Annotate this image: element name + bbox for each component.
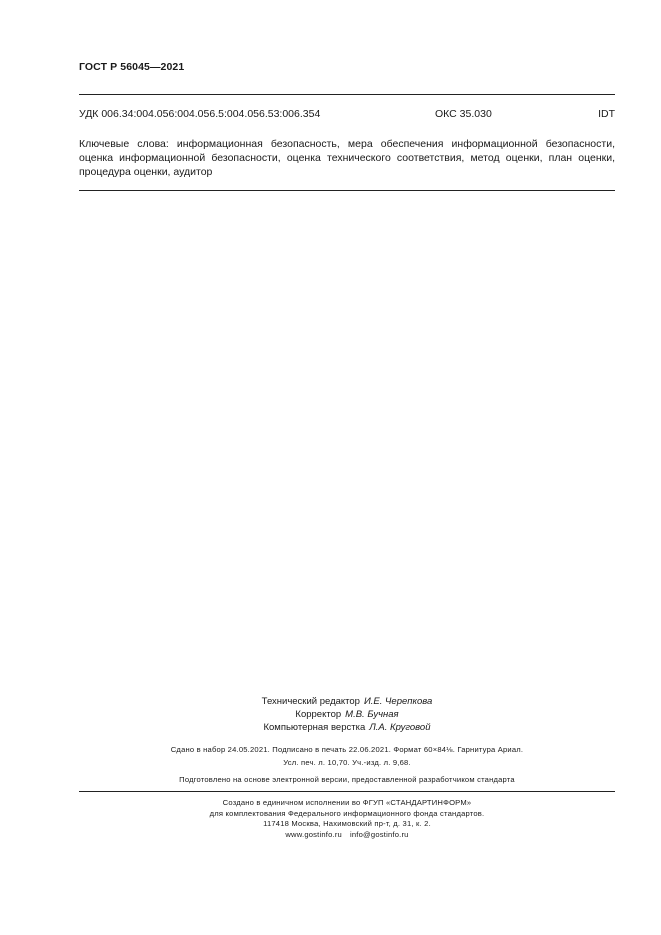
credit-role: Компьютерная верстка [263,722,366,733]
credit-role: Технический редактор [261,696,360,707]
credit-person: Л.А. Круговой [369,722,431,733]
print-info-line: Сдано в набор 24.05.2021. Подписано в печать 22.06.2021. Формат 60×84⅛. Гарнитура Ариал. [170,745,524,754]
credit-line [79,695,615,708]
print-info-line: Усл. печ. л. 10,70. Уч.-изд. л. 9,68. [283,758,411,767]
top-divider [79,94,615,95]
credits-block [79,695,615,734]
print-info [79,743,615,769]
publisher-contacts [79,830,615,841]
publisher-divider [79,791,615,792]
publisher-block [79,798,615,840]
prepared-note: Подготовлено на основе электронной версии, предоставленной разработчиком стандарта [179,775,515,784]
keywords-paragraph: Ключевые слова: информационная безопасность, мера обеспечения информационной безопасности, оценка информационной безопасности, оценка технического соответствия, метод оценки, план оценки, процедура оценки, аудитор [79,138,615,178]
credit-line [79,708,615,721]
credit-person: И.Е. Черепкова [363,696,433,707]
credit-person: М.В. Бучная [345,709,399,720]
oks-code: ОКС 35.030 [435,108,492,120]
publisher-line: Создано в единичном исполнении во ФГУП «СТАНДАРТИНФОРМ» [222,798,472,807]
idt-marker: IDT [598,108,615,120]
keywords-divider [79,190,615,191]
publisher-line: для комплектования Федерального информационного фонда стандартов. [209,808,485,818]
standard-number: ГОСТ Р 56045—2021 [79,61,185,73]
udk-code: УДК 006.34:004.056:004.056.5:004.056.53:006.354 [79,108,321,120]
email-link[interactable]: info@gostinfo.ru [349,829,409,839]
website-link[interactable]: www.gostinfo.ru [285,829,342,839]
credit-line [79,721,615,734]
credit-role: Корректор [295,709,342,720]
publisher-address: 117418 Москва, Нахимовский пр-т, д. 31, к. 2. [263,819,431,828]
